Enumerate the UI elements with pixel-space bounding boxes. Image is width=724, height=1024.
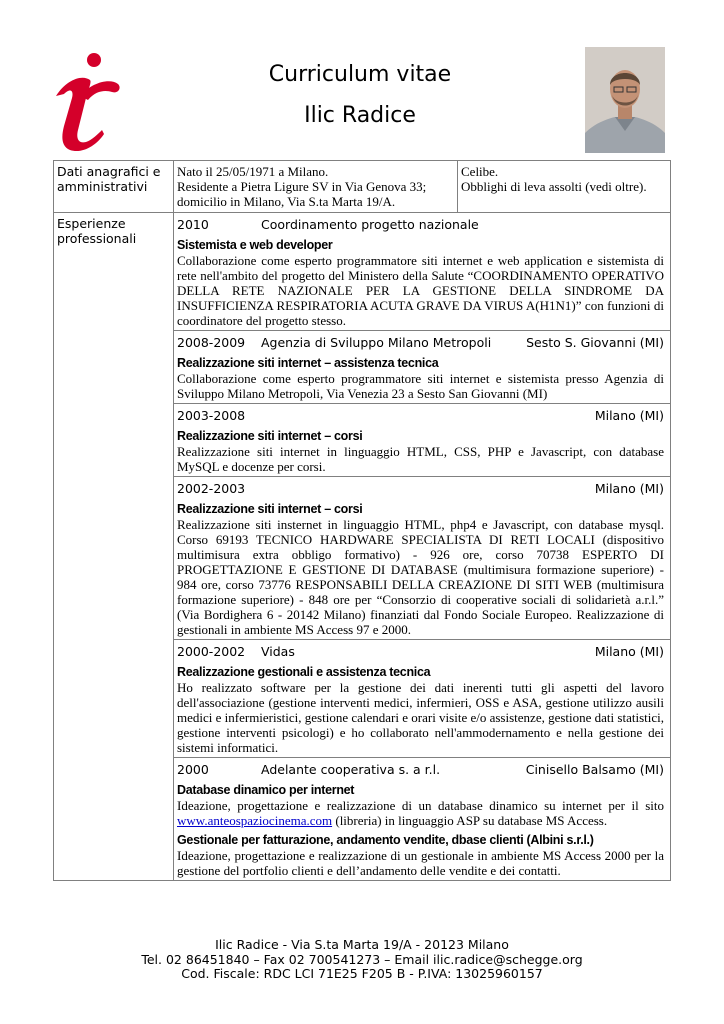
experience-entry xyxy=(174,477,670,640)
experience-entry xyxy=(174,640,670,758)
entry-org xyxy=(261,480,595,497)
entry-description: Realizzazione siti internet in linguaggio HTML, CSS, PHP e Javascript, con database MySQL e docenze per corsi. xyxy=(177,444,664,474)
esperienze-row xyxy=(54,213,671,881)
desc-text: Ideazione, progettazione e realizzazione di un database dinamico su internet per il sito xyxy=(177,798,664,813)
entry-years: 2000-2002 xyxy=(177,644,246,659)
footer xyxy=(0,938,724,982)
experience-entry xyxy=(174,404,670,477)
profile-photo xyxy=(585,47,665,153)
entry-role: Realizzazione gestionali e assistenza tecnica xyxy=(177,665,431,679)
entry-description: Collaborazione come esperto programmatore siti internet e sistemista presso Agenzia di Sviluppo Milano Metropoli, Via Venezia 23 a Sesto San Giovanni (MI) xyxy=(177,371,664,401)
entry-role: Realizzazione siti internet – corsi xyxy=(177,502,363,516)
entry-role: Sistemista e web developer xyxy=(177,238,333,252)
entry-description xyxy=(177,798,664,828)
entry-location: Sesto S. Giovanni (MI) xyxy=(526,335,664,350)
footer-fiscal: Cod. Fiscale: RDC LCI 71E25 F205 B - P.IVA: 13025960157 xyxy=(181,966,543,981)
anagrafici-line: Nato il 25/05/1971 a Milano. xyxy=(177,164,329,179)
entry-role-secondary: Gestionale per fatturazione, andamento vendite, dbase clienti (Albini s.r.l.) xyxy=(177,833,594,847)
experience-entry xyxy=(174,758,670,880)
entry-header xyxy=(177,334,664,351)
entry-location: Milano (MI) xyxy=(594,481,664,496)
desc-text: (libreria) in linguaggio ASP su database MS Access. xyxy=(332,813,608,828)
title-block xyxy=(240,54,480,136)
entry-years: 2000 xyxy=(177,762,209,777)
anagrafici-left xyxy=(174,161,458,213)
entry-org: Vidas xyxy=(261,644,295,659)
entry-location: Cinisello Balsamo (MI) xyxy=(525,762,664,777)
experience-entry xyxy=(174,213,670,331)
entry-role: Realizzazione siti internet – assistenza tecnica xyxy=(177,356,439,370)
page-title: Curriculum vitae xyxy=(268,62,452,87)
entry-description: Ho realizzato software per la gestione dei dati inerenti tutti gli aspetti del lavoro dell'associazione (gestione interventi medici, infermieri, OSS e ASA, gestione utilizzo ausili medici e infermieristici, gestione calendari e orari visite e/o assistenze, gestione dati statistici, gestione interventi psicologi) e ho collaborato nell'ammodernamento e nella gestione dei sistemi informatici. xyxy=(177,680,664,755)
footer-contacts: Tel. 02 86451840 – Fax 02 700541273 – Email ilic.radice@schegge.org xyxy=(141,951,583,967)
entry-years: 2003-2008 xyxy=(177,408,246,423)
anagrafici-line: Obblighi di leva assolti (vedi oltre). xyxy=(461,179,647,194)
entry-org: Coordinamento progetto nazionale xyxy=(261,217,479,232)
entry-years: 2010 xyxy=(177,217,209,232)
entry-years: 2002-2003 xyxy=(177,481,246,496)
entry-header xyxy=(177,407,664,424)
entry-location: Milano (MI) xyxy=(594,408,664,423)
entry-header xyxy=(177,761,664,778)
entry-description-secondary: Ideazione, progettazione e realizzazione di un gestionale in ambiente MS Access 2000 per la gestione del portfolio clienti e dell’andamento delle vendite e dei contatti. xyxy=(177,848,664,878)
entry-org xyxy=(261,407,595,424)
anagrafici-line: Residente a Pietra Ligure SV in Via Genova 33; xyxy=(177,179,427,194)
entry-role: Realizzazione siti internet – corsi xyxy=(177,429,363,443)
anagrafici-right xyxy=(458,161,671,213)
esperienze-list xyxy=(174,213,671,881)
entry-years: 2008-2009 xyxy=(177,335,246,350)
entry-header xyxy=(177,480,664,497)
logo-icon xyxy=(52,50,124,156)
entry-org: Agenzia di Sviluppo Milano Metropoli xyxy=(261,335,492,350)
entry-role: Database dinamico per internet xyxy=(177,783,355,797)
entry-header xyxy=(177,216,664,233)
anagrafici-label: Dati anagrafici e amministrativi xyxy=(54,161,174,213)
entry-description: Collaborazione come esperto programmatore siti internet e web application e sistemista di rete nell'ambito del progetto del Ministero della Salute “COORDINAMENTO OPERATIVO DELLA RETE NAZIONALE PER LA GESTIONE DELLA SINDROME DA INSUFFICIENZA RESPIRATORIA ACUTA GRAVE DA VIRUS A(H1N1)” con funzioni di coordinatore del progetto stesso. xyxy=(177,253,664,328)
entry-org: Adelante cooperativa s. a r.l. xyxy=(261,762,441,777)
person-name: Ilic Radice xyxy=(304,103,416,128)
entry-description: Realizzazione siti insternet in linguaggio HTML, php4 e Javascript, con database mysql. Corso 69193 TECNICO HARDWARE SPECIALISTA DI RETI LOCALI (dispositivo multimisura extra obbligo formativo) - 926 ore, corso 70738 ESPERTO DI PROGETTAZIONE E GESTIONE DI DATABASE (multimisura formazione superiore) - 984 ore, corso 73776 RESPONSABILI DELLA CREAZIONE DI SITI WEB (multimisura formazione superiore) - 848 ore per “Consorzio di cooperative sociali di solidarietà a.r.l.” (Via Bordighera 6 - 20142 Milano) finanziati dal Fondo Sociale Europeo. Realizzazione di gestionali in ambiente MS Access 97 e 2000. xyxy=(177,517,664,637)
anagrafici-line: domicilio in Milano, Via S.ta Marta 19/A. xyxy=(177,194,396,209)
entry-location: Milano (MI) xyxy=(594,644,664,659)
anagrafici-line: Celibe. xyxy=(461,164,499,179)
anagrafici-row xyxy=(54,161,671,213)
cv-table xyxy=(53,160,671,881)
entry-header xyxy=(177,643,664,660)
website-link[interactable]: www.anteospaziocinema.com xyxy=(177,813,333,828)
experience-entry xyxy=(174,331,670,404)
footer-address: Ilic Radice - Via S.ta Marta 19/A - 20123 Milano xyxy=(215,937,509,952)
esperienze-label: Esperienze professionali xyxy=(54,213,174,881)
